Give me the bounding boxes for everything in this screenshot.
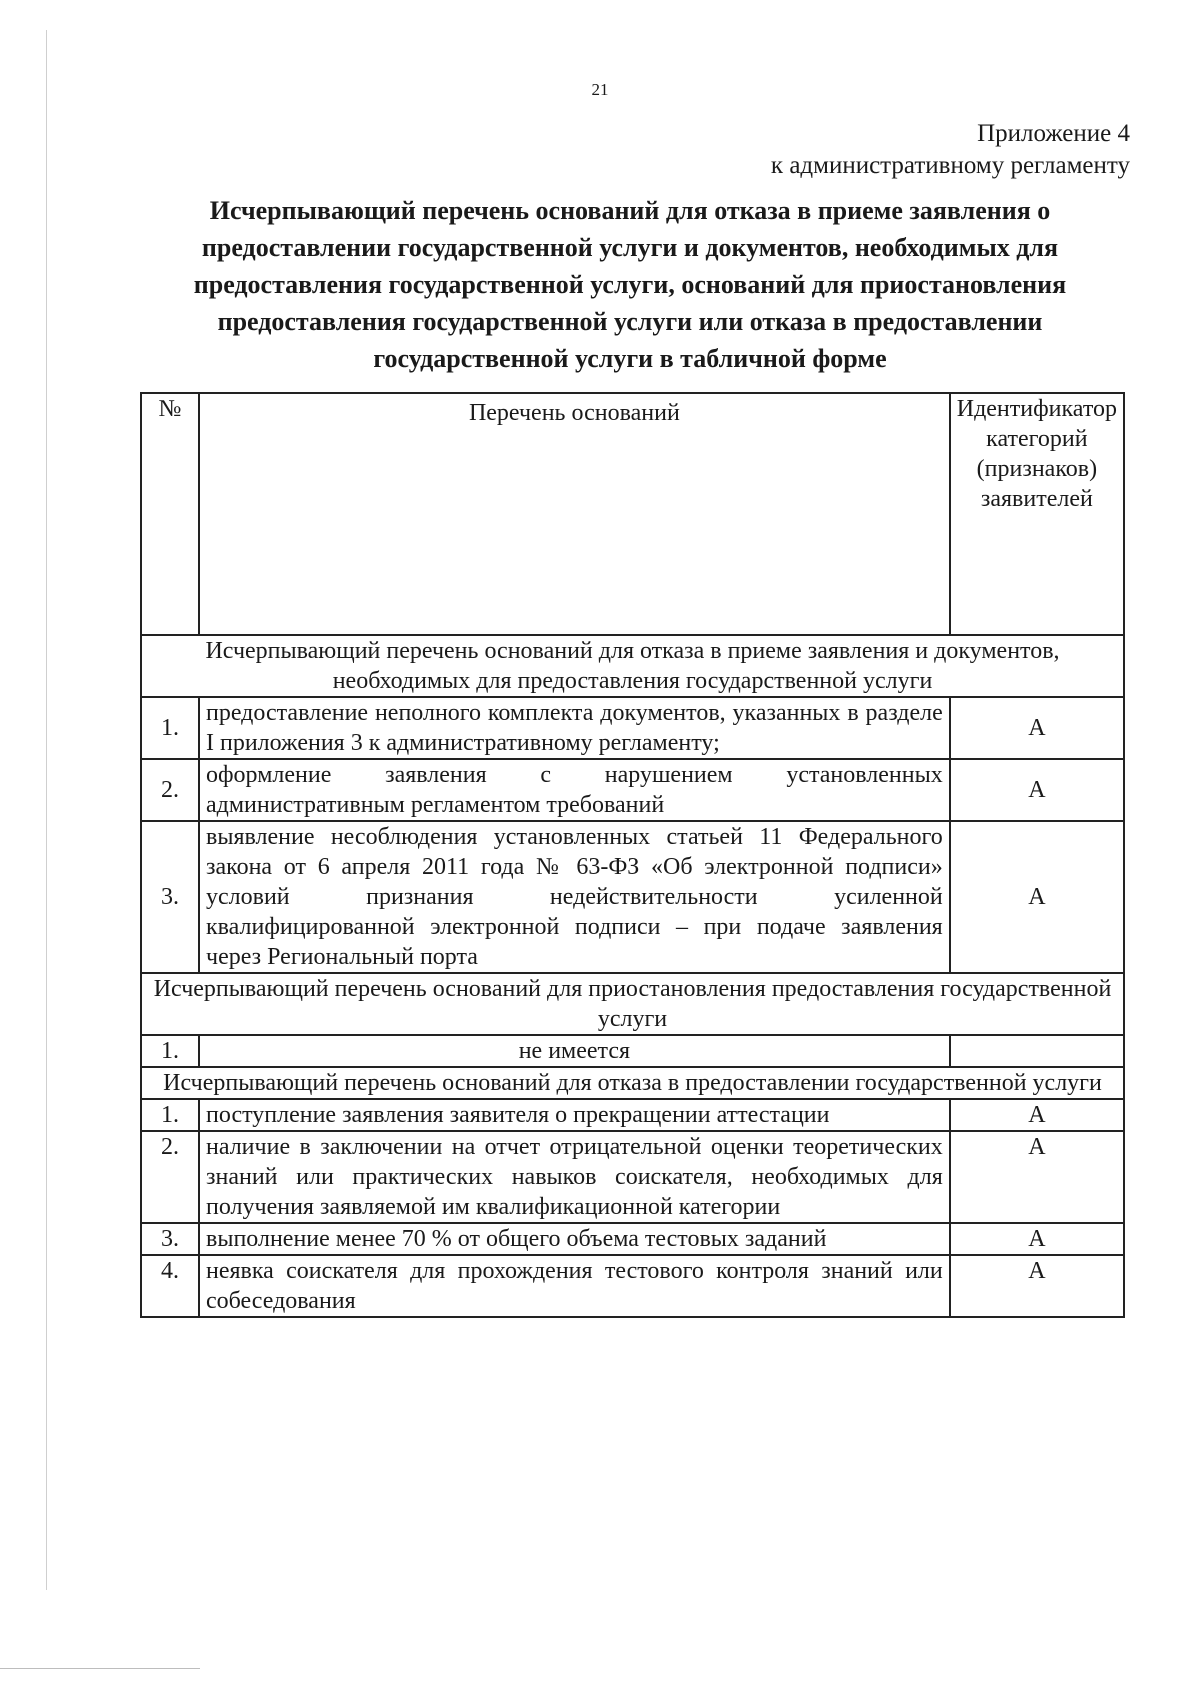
header-num: № bbox=[141, 393, 199, 635]
table-row bbox=[141, 1223, 1124, 1255]
row-text: неявка соискателя для прохождения тестового контроля знаний или собеседования bbox=[199, 1255, 950, 1317]
section-title-suspension: Исчерпывающий перечень оснований для приостановления предоставления государственной услуги bbox=[141, 973, 1124, 1035]
appendix-line-1: Приложение 4 bbox=[977, 120, 1130, 147]
row-num: 1. bbox=[141, 1035, 199, 1067]
row-identifier: А bbox=[950, 697, 1124, 759]
section-row bbox=[141, 635, 1124, 697]
table-row bbox=[141, 1099, 1124, 1131]
row-text: выполнение менее 70 % от общего объема тестовых заданий bbox=[199, 1223, 950, 1255]
row-text: поступление заявления заявителя о прекращении аттестации bbox=[199, 1099, 950, 1131]
row-identifier: А bbox=[950, 1131, 1124, 1223]
row-identifier: А bbox=[950, 759, 1124, 821]
reasons-table bbox=[140, 392, 1125, 1318]
row-text: наличие в заключении на отчет отрицательной оценки теоретических знаний или практических навыков соискателя, необходимых для получения заявляемой им квалификационной категории bbox=[199, 1131, 950, 1223]
page-number: 21 bbox=[591, 80, 609, 99]
document-title: Исчерпывающий перечень оснований для отказа в приеме заявления о предоставлении государственной услуги и документов, необходимых для предоставления государственной услуги, оснований для приостановления предоставления государственной услуги или отказа в предоставлении государственной услуги в табличной форме bbox=[193, 196, 1067, 373]
table-header-row bbox=[141, 393, 1124, 635]
row-num: 3. bbox=[141, 1223, 199, 1255]
row-text: не имеется bbox=[199, 1035, 950, 1067]
row-num: 2. bbox=[141, 1131, 199, 1223]
table-row bbox=[141, 1255, 1124, 1317]
table-row bbox=[141, 759, 1124, 821]
row-identifier bbox=[950, 1035, 1124, 1067]
scan-bottom-line bbox=[0, 1668, 200, 1669]
row-num: 1. bbox=[141, 1099, 199, 1131]
section-row bbox=[141, 1067, 1124, 1099]
row-identifier: А bbox=[950, 1223, 1124, 1255]
table-row bbox=[141, 697, 1124, 759]
header-identifier: Идентификатор категорий (признаков) заявителей bbox=[950, 393, 1124, 635]
row-num: 4. bbox=[141, 1255, 199, 1317]
header-reasons: Перечень оснований bbox=[199, 393, 950, 635]
section-row bbox=[141, 973, 1124, 1035]
row-text: оформление заявления с нарушением установленных административным регламентом требований bbox=[199, 759, 950, 821]
scan-margin-line bbox=[46, 30, 47, 1590]
table-row bbox=[141, 821, 1124, 973]
row-num: 1. bbox=[141, 697, 199, 759]
section-title-refusal-acceptance: Исчерпывающий перечень оснований для отказа в приеме заявления и документов, необходимых для предоставления государственной услуги bbox=[141, 635, 1124, 697]
appendix-line-2: к административному регламенту bbox=[770, 152, 1130, 179]
section-title-refusal-service: Исчерпывающий перечень оснований для отказа в предоставлении государственной услуги bbox=[141, 1067, 1124, 1099]
table-row bbox=[141, 1035, 1124, 1067]
table-row bbox=[141, 1131, 1124, 1223]
appendix-header bbox=[771, 118, 1130, 182]
row-identifier: А bbox=[950, 1099, 1124, 1131]
row-text: выявление несоблюдения установленных статьей 11 Федерального закона от 6 апреля 2011 года № 63-ФЗ «Об электронной подписи» условий признания недействительности усиленной квалифицированной электронной подписи – при подаче заявления через Региональный порта bbox=[199, 821, 950, 973]
row-identifier: А bbox=[950, 1255, 1124, 1317]
row-text: предоставление неполного комплекта документов, указанных в разделе I приложения 3 к административному регламенту; bbox=[199, 697, 950, 759]
row-identifier: А bbox=[950, 821, 1124, 973]
row-num: 2. bbox=[141, 759, 199, 821]
row-num: 3. bbox=[141, 821, 199, 973]
